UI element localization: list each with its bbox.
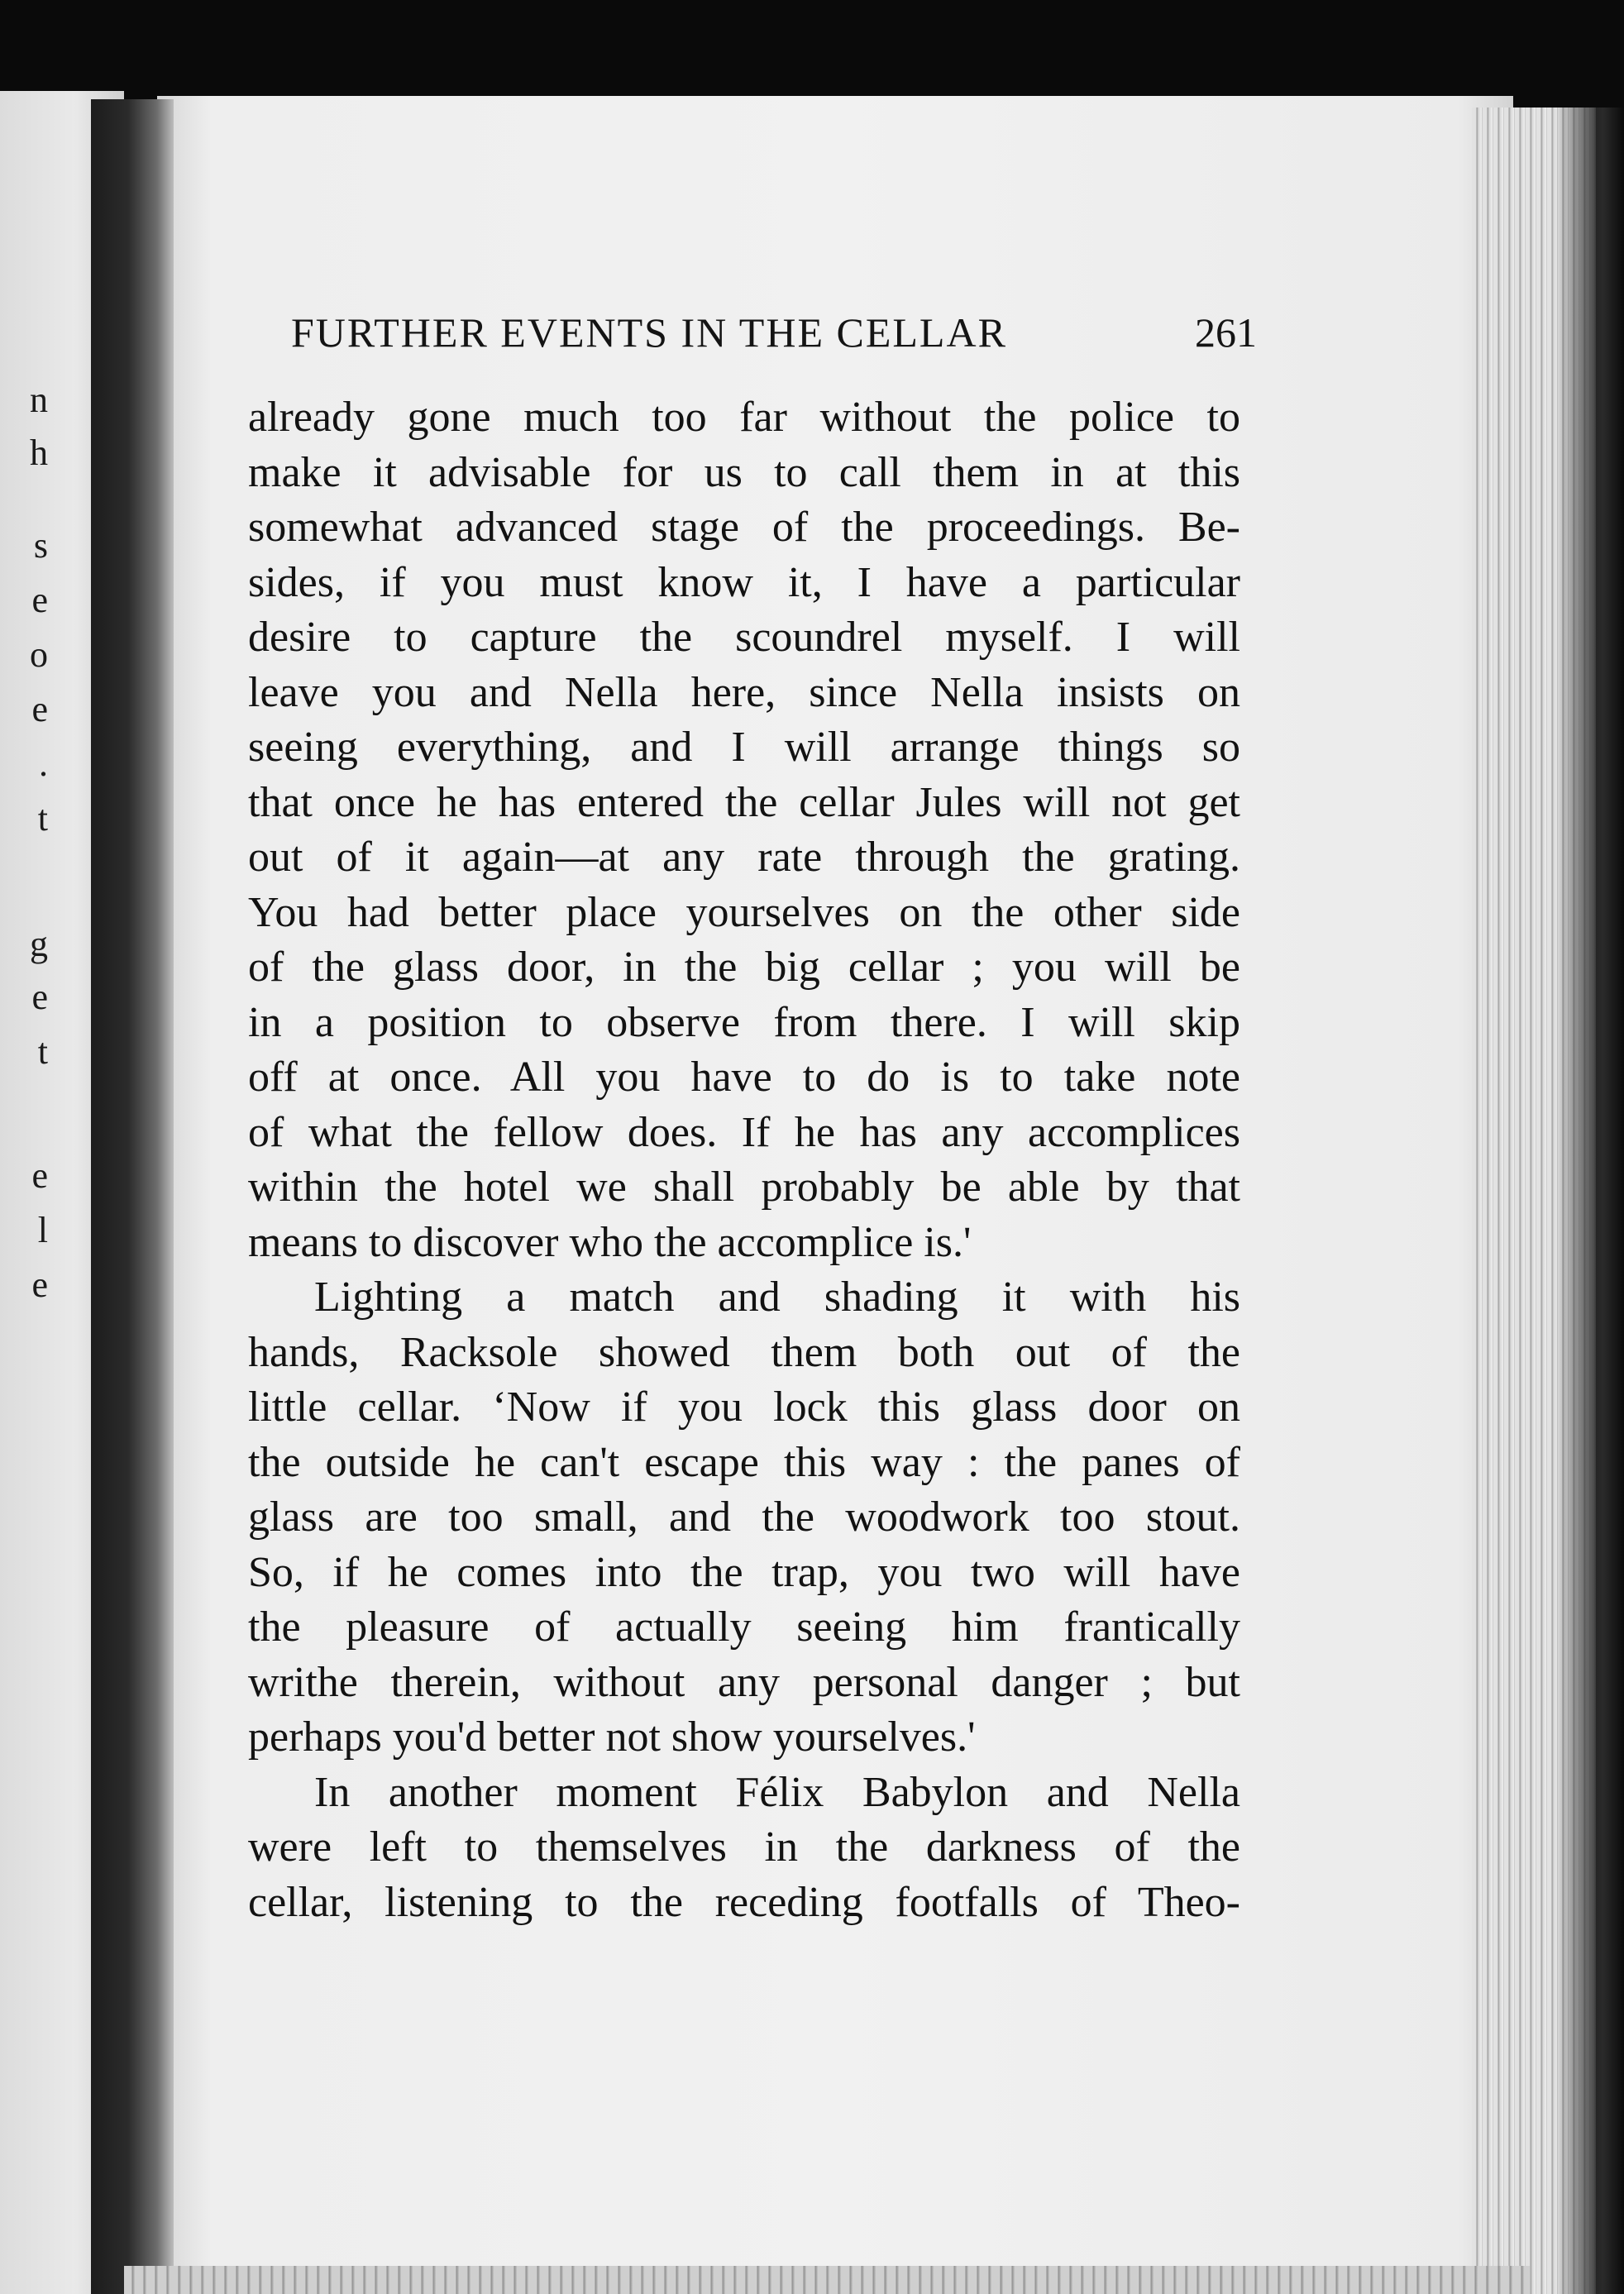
text-line: already gone much too far without the police to [248, 394, 1240, 441]
fragment: o [30, 634, 48, 675]
fragment: s [33, 525, 48, 566]
text-line: were left to themselves in the darkness of the [248, 1823, 1240, 1871]
text-line: of the glass door, in the big cellar ; you will be [248, 944, 1240, 991]
bottom-page-edge [124, 2266, 1530, 2294]
text-line: leave you and Nella here, since Nella insists on [248, 668, 1240, 716]
text-line: somewhat advanced stage of the proceedings. Be- [248, 504, 1240, 551]
text-line: You had better place yourselves on the other side [248, 888, 1240, 936]
text-line: hands, Racksole showed them both out of the [248, 1328, 1240, 1376]
fragment: h [30, 433, 48, 473]
text-line: So, if he comes into the trap, you two will have [248, 1548, 1240, 1596]
fragment: e [31, 977, 48, 1017]
fragment: e [31, 1264, 48, 1305]
text-line: glass are too small, and the woodwork too stout. [248, 1493, 1240, 1541]
fragment: . [39, 743, 48, 784]
text-line: out of it again—at any rate through the grating. [248, 834, 1240, 881]
fragment: l [37, 1210, 48, 1250]
text-line: of what the fellow does. If he has any accomplices [248, 1108, 1240, 1156]
text-line: that once he has entered the cellar Jules will not get [248, 778, 1240, 826]
text-line: writhe therein, without any personal danger ; but [248, 1658, 1240, 1706]
text-line: Lighting a match and shading it with his [314, 1274, 1240, 1321]
fragment: e [31, 580, 48, 620]
page-edges-shadow [1555, 108, 1624, 2294]
fragment: n [30, 380, 48, 420]
text-line: perhaps you'd better not show yourselves.' [248, 1713, 976, 1761]
text-line: the outside he can't escape this way : the panes of [248, 1438, 1240, 1486]
text-line: the pleasure of actually seeing him frantically [248, 1603, 1240, 1651]
fragment: e [31, 1155, 48, 1196]
text-line: off at once. All you have to do is to take note [248, 1054, 1240, 1101]
text-line: desire to capture the scoundrel myself. I will [248, 614, 1240, 661]
text-line: seeing everything, and I will arrange things so [248, 724, 1240, 771]
fragment: g [30, 924, 48, 964]
previous-page-fragments [0, 91, 50, 2294]
text-line: within the hotel we shall probably be able by that [248, 1164, 1240, 1211]
fragment: t [37, 1031, 48, 1072]
text-line: In another moment Félix Babylon and Nella [314, 1768, 1240, 1816]
text-line: sides, if you must know it, I have a particular [248, 558, 1240, 606]
running-header: FURTHER EVENTS IN THE CELLAR [291, 309, 1007, 356]
book-gutter [91, 99, 174, 2294]
text-line: in a position to observe from there. I will skip [248, 998, 1240, 1046]
text-line: little cellar. ‘Now if you lock this glass door on [248, 1384, 1240, 1431]
fragment: e [31, 689, 48, 729]
body-text [248, 390, 1240, 1930]
text-line: cellar, listening to the receding footfalls of Theo- [248, 1878, 1240, 1926]
text-line: make it advisable for us to call them in at this [248, 448, 1240, 496]
page-number: 261 [1195, 309, 1257, 356]
fragment: t [37, 798, 48, 839]
text-line: means to discover who the accomplice is.' [248, 1218, 972, 1266]
